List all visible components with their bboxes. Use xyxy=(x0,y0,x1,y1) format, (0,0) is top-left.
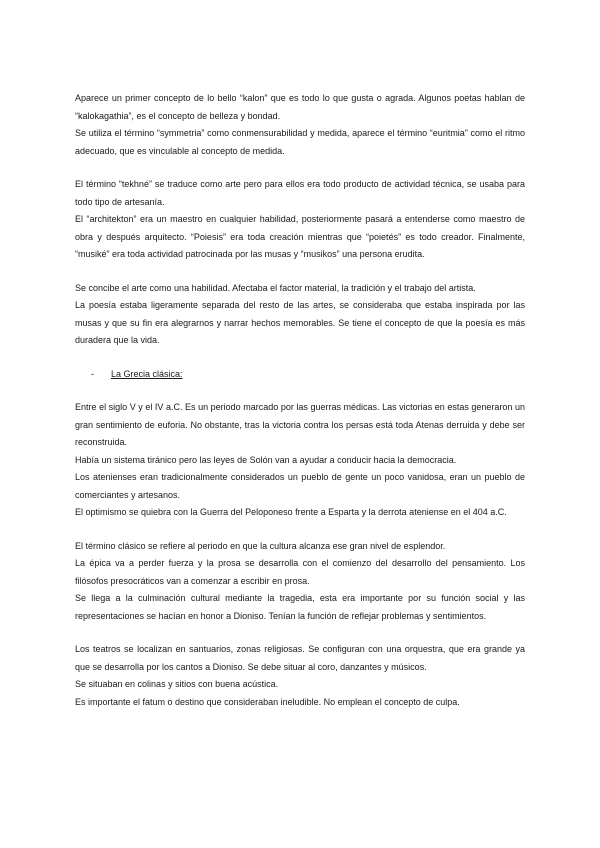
paragraph-symmetria: Se utiliza el término “symmetria” como conmensurabilidad y medida, aparece el término “euritmia” como el ritmo adecuado, que es vinculable al concepto de medida. xyxy=(75,128,525,156)
paragraph-poesia: La poesía estaba ligeramente separada del resto de las artes, se consideraba que estaba inspirada por las musas y que su fin era alegrarnos y narrar hechos memorables. Se tiene el concepto de que la poesía es más duradera que la vida. xyxy=(75,300,525,345)
paragraph-arte-habilidad: Se concibe el arte como una habilidad. Afectaba el factor material, la tradición y el trabajo del artista. xyxy=(75,282,476,293)
heading-title: La Grecia clásica: xyxy=(111,368,183,379)
paragraph-atenienses: Los atenienses eran tradicionalmente considerados un pueblo de gente un poco vanidosa, eran un pueblo de comerciantes y artesanos. xyxy=(75,472,525,500)
paragraph-architekton: El “architekton” era un maestro en cualquier habilidad, posteriormente pasará a entenderse como maestro de obra y después arquitecto. “Poiesis” era toda creación mientras que “poietés” es todo creador. Finalmente, “musiké” era toda actividad patrocinada por las musas y “musikos” una persona erudita. xyxy=(75,214,525,259)
paragraph-solon: Había un sistema tiránico pero las leyes de Solón van a ayudar a conducir hacia la democracia. xyxy=(75,454,457,465)
paragraph-colinas: Se situaban en colinas y sitios con buena acústica. xyxy=(75,679,279,689)
paragraph-kalon: Aparece un primer concepto de lo bello “kalon” que es todo lo que gusta o agrada. Algunos poetas hablan de “kalokagathia”, es el concepto de belleza y bondad. xyxy=(75,93,525,121)
paragraph-epica: La épica va a perder fuerza y la prosa se desarrolla con el comienzo del desarrollo del pensamiento. Los filósofos presocráticos van a comenzar a escribir en prosa. xyxy=(75,558,525,586)
paragraph-termino-clasico: El término clásico se refiere al periodo en que la cultura alcanza ese gran nivel de esplendor. xyxy=(75,540,446,551)
paragraph-tekhne: El término “tekhné” se traduce como arte pero para ellos era todo producto de actividad técnica, se usaba para todo tipo de artesanía. xyxy=(75,179,525,207)
paragraph-siglo-v: Entre el siglo V y el IV a.C. Es un periodo marcado por las guerras médicas. Las victorias en estas generaron un gran sentimiento de euforia. No obstante, tras la victoria contra los persas está toda Atenas derruida y debe ser reconstruida. xyxy=(75,402,525,447)
paragraph-tragedia: Se llega a la culminación cultural mediante la tragedia, esta era importante por su función social y las representaciones se hacían en honor a Dioniso. Tenían la función de reflejar problemas y sentimientos. xyxy=(75,593,525,621)
paragraph-teatros: Los teatros se localizan en santuarios, zonas religiosas. Se configuran con una orquestra, que era grande ya que se desarrolla por los cantos a Dioniso. Se debe situar al coro, danzantes y músicos. xyxy=(75,644,525,672)
paragraph-fatum: Es importante el fatum o destino que consideraban ineludible. No emplean el concepto de culpa. xyxy=(75,696,460,707)
section-heading xyxy=(75,366,525,384)
paragraph-peloponeso: El optimismo se quiebra con la Guerra del Peloponeso frente a Esparta y la derrota ateniense en el 404 a.C. xyxy=(75,507,507,517)
heading-bullet: - xyxy=(91,368,94,379)
document-body xyxy=(75,90,525,711)
